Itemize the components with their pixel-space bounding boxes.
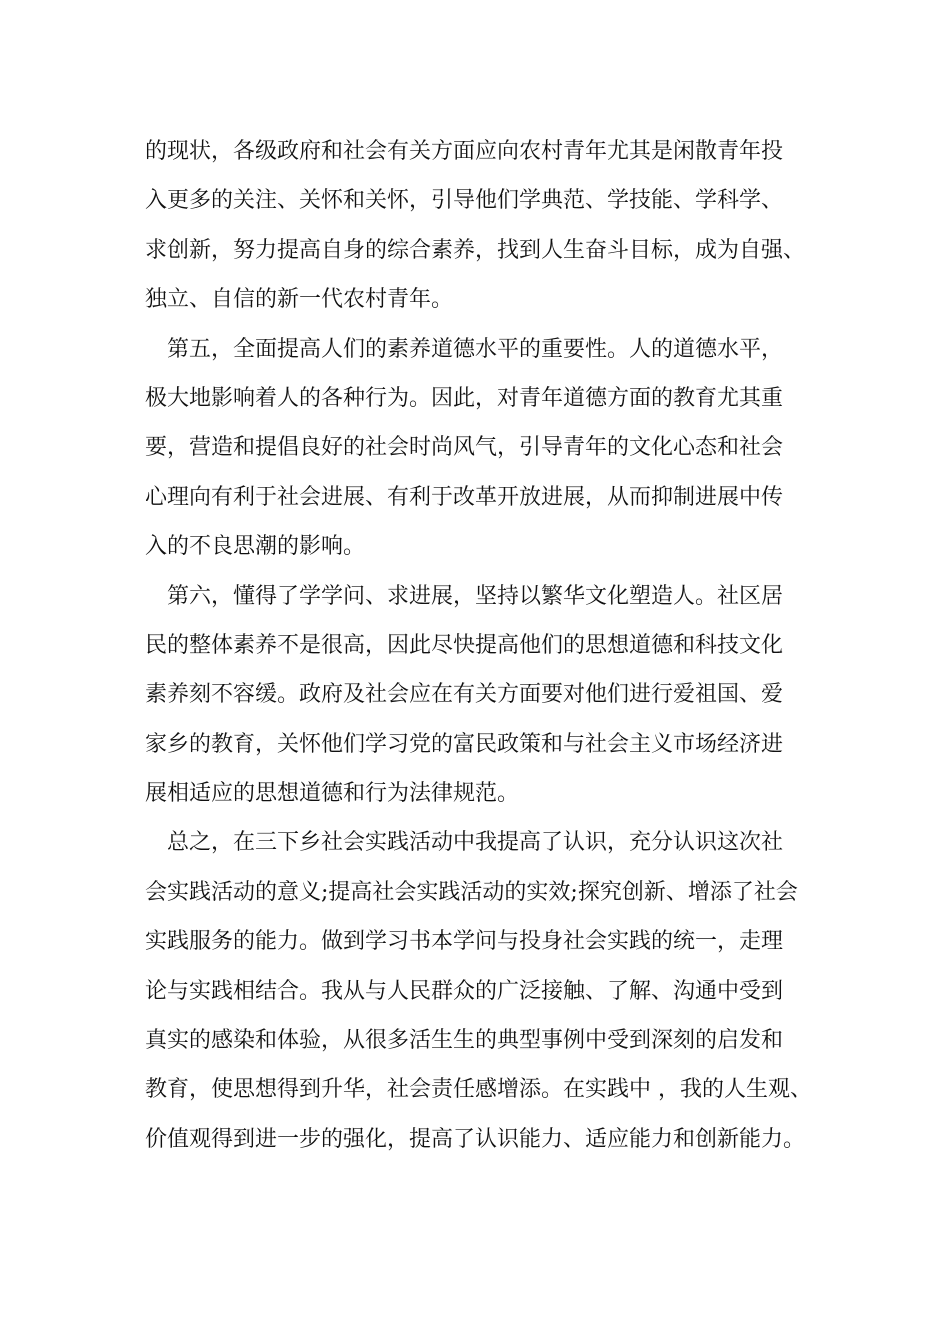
text-line: 真实的感染和体验，从很多活生生的典型事例中受到深刻的启发和 [145, 1028, 784, 1054]
text-line: 第六，懂得了学学问、求进展，坚持以繁华文化塑造人。社区居 [167, 583, 784, 609]
text-line: 实践服务的能力。做到学习书本学问与投身社会实践的统一，走理 [145, 929, 784, 955]
text-line: 心理向有利于社会进展、有利于改革开放进展，从而抑制进展中传 [145, 484, 784, 510]
text-line: 展相适应的思想道德和行为法律规范。 [145, 781, 520, 807]
text-line: 求创新，努力提高自身的综合素养，找到人生奋斗目标，成为自强、 [145, 237, 806, 263]
text-line: 极大地影响着人的各种行为。因此，对青年道德方面的教育尤其重 [145, 385, 784, 411]
text-line: 民的整体素养不是很高，因此尽快提高他们的思想道德和科技文化 [145, 632, 784, 658]
text-line: 入更多的关注、关怀和关怀，引导他们学典范、学技能、学科学、 [145, 188, 784, 214]
text-line: 独立、自信的新一代农村青年。 [145, 287, 454, 313]
text-line: 教育，使思想得到升华，社会责任感增添。在实践中 ，我的人生观、 [145, 1077, 812, 1103]
text-line: 要，营造和提倡良好的社会时尚风气，引导青年的文化心态和社会 [145, 435, 784, 461]
text-line: 的现状，各级政府和社会有关方面应向农村青年尤其是闲散青年投 [145, 139, 784, 164]
text-line: 素养刻不容缓。政府及社会应在有关方面要对他们进行爱祖国、爱 [145, 682, 784, 708]
body-text [145, 127, 835, 1164]
text-line: 总之，在三下乡社会实践活动中我提高了认识，充分认识这次社 [167, 830, 784, 856]
text-line: 论与实践相结合。我从与人民群众的广泛接触、了解、沟通中受到 [145, 978, 784, 1004]
text-line: 价值观得到进一步的强化，提高了认识能力、适应能力和创新能力。 [145, 1126, 806, 1152]
text-line: 入的不良思潮的影响。 [145, 534, 366, 560]
text-line: 家乡的教育，关怀他们学习党的富民政策和与社会主义市场经济进 [145, 731, 784, 757]
text-line: 会实践活动的意义;提高社会实践活动的实效;探究创新、增添了社会 [145, 879, 798, 905]
text-line: 第五，全面提高人们的素养道德水平的重要性。人的道德水平， [167, 336, 784, 362]
